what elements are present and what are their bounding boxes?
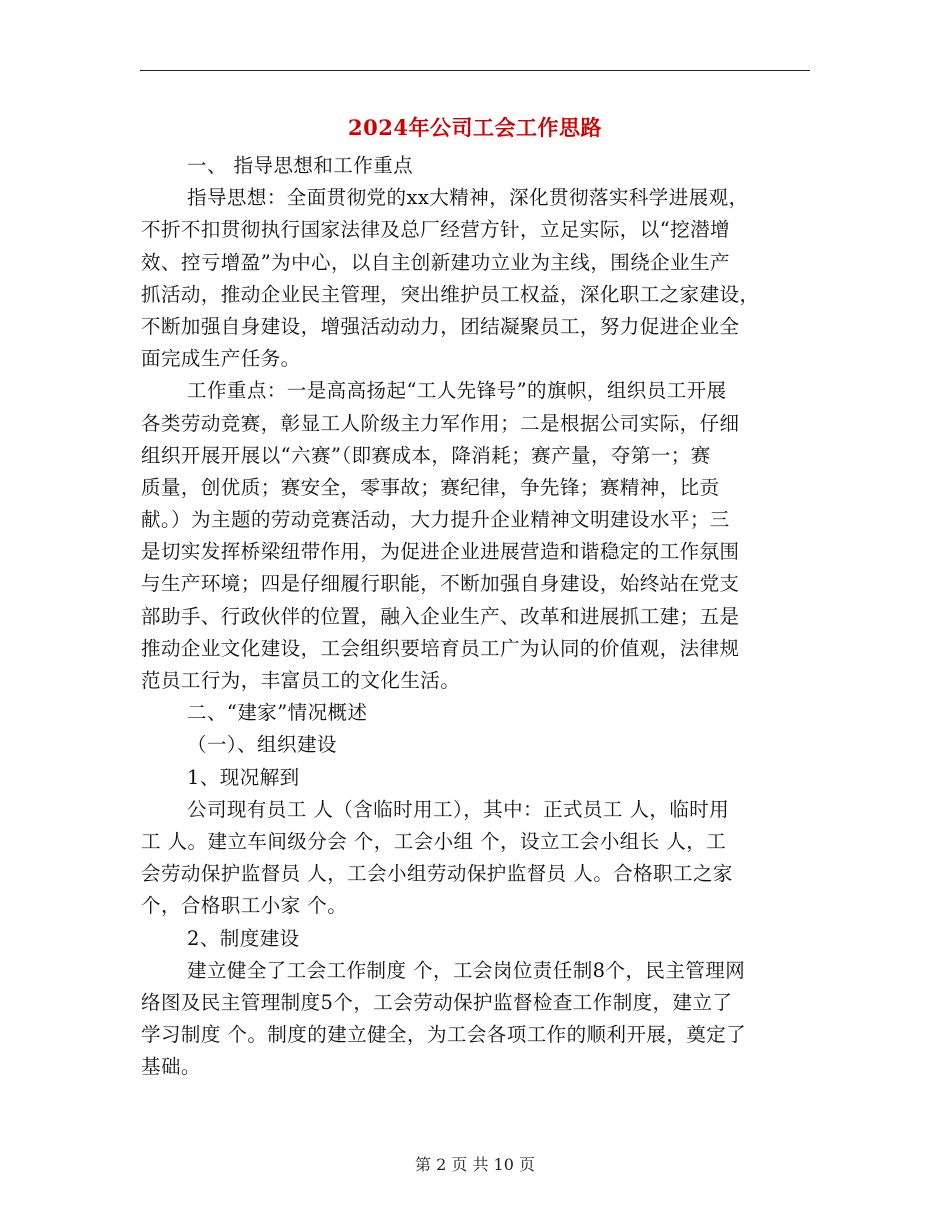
text-line: 抓活动，推动企业民主管理，突出维护员工权益，深化职工之家建设，: [141, 282, 760, 306]
text-line: 工 人。建立车间级分会 个，工会小组 个，设立工会小组长 人，工: [141, 829, 727, 853]
text-line: 二、“建家”情况概述: [187, 701, 368, 725]
text-line: 效、控亏增盈”为中心，以自主创新建功立业为主线，围绕企业生产: [141, 250, 730, 274]
document-body: [141, 150, 811, 1083]
text-line: （一）、组织建设: [187, 733, 337, 757]
text-line: 工作重点：一是高高扬起“工人先锋号”的旗帜，组织员工开展: [187, 379, 727, 403]
text-line: 推动企业文化建设，工会组织要培育员工广为认同的价值观，法律规: [141, 636, 740, 660]
header-rule: [140, 70, 810, 71]
text-line: 各类劳动竞赛，彰显工人阶级主力军作用；二是根据公司实际，仔细: [141, 411, 740, 435]
text-line: 不折不扣贯彻执行国家法律及总厂经营方针，立足实际，以“挖潜增: [141, 218, 730, 242]
document-title: 2024年公司工会工作思路: [348, 115, 602, 140]
text-line: 范员工行为，丰富员工的文化生活。: [141, 669, 461, 692]
text-line: 基础。: [141, 1055, 201, 1079]
text-line: 部助手、行政伙伴的位置，融入企业生产、改革和进展抓工建；五是: [141, 604, 740, 628]
page-footer: 第 2 页 共 10 页: [415, 1155, 535, 1174]
text-line: 公司现有员工 人（含临时用工），其中：正式员工 人，临时用: [187, 797, 730, 821]
text-line: 学习制度 个。制度的建立健全，为工会各项工作的顺利开展，奠定了: [141, 1023, 747, 1047]
text-line: 是切实发挥桥梁纽带作用，为促进企业进展营造和谐稳定的工作氛围: [141, 540, 740, 564]
text-line: 建立健全了工会工作制度 个，工会岗位责任制8个，民主管理网: [187, 958, 746, 982]
text-line: 与生产环境；四是仔细履行职能，不断加强自身建设，始终站在党支: [141, 572, 740, 596]
text-line: 2、制度建设: [187, 926, 300, 950]
text-line: 指导思想：全面贯彻党的xx大精神，深化贯彻落实科学进展观，: [187, 186, 749, 210]
text-line: 质量，创优质；赛安全，零事故；赛纪律，争先锋；赛精神，比贡: [141, 475, 720, 499]
text-line: 组织开展开展以“六赛”（即赛成本，降消耗；赛产量，夺第一；赛: [141, 443, 711, 467]
text-line: 一、 指导思想和工作重点: [187, 154, 414, 177]
text-line: 络图及民主管理制度5个，工会劳动保护监督检查工作制度，建立了: [141, 990, 733, 1014]
text-line: 不断加强自身建设，增强活动动力，团结凝聚员工，努力促进企业全: [141, 314, 740, 338]
text-line: 1、现况解到: [187, 765, 300, 789]
text-line: 个，合格职工小家 个。: [141, 894, 348, 918]
text-line: 会劳动保护监督员 人，工会小组劳动保护监督员 人。合格职工之家: [141, 862, 733, 886]
text-line: 献。）为主题的劳动竞赛活动，大力提升企业精神文明建设水平；三: [141, 508, 730, 532]
text-line: 面完成生产任务。: [141, 347, 301, 371]
